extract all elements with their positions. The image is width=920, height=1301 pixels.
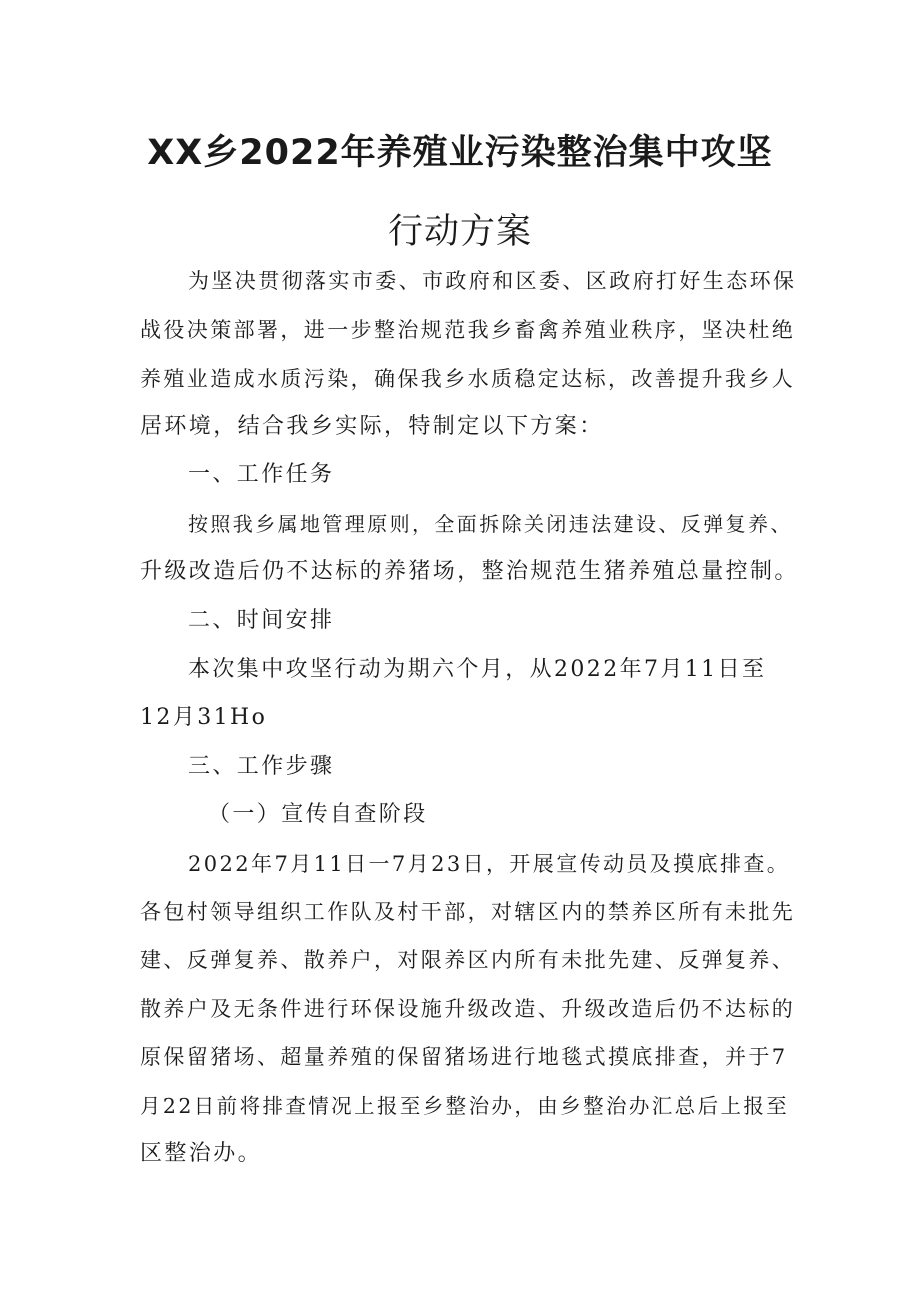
body-line: 12月31Ho xyxy=(140,705,268,730)
subsection-heading: （一）宣传自查阶段 xyxy=(208,802,428,827)
body-line: 散养户及无条件进行环保设施升级改造、升级改造后仍不达标的 xyxy=(140,997,796,1021)
body-line: 居环境，结合我乡实际，特制定以下方案： xyxy=(140,414,604,439)
body-line: 区整治办。 xyxy=(140,1141,263,1166)
body-line: 建、反弹复养、散养户，对限养区内所有未批先建、反弹复养、 xyxy=(140,948,796,972)
body-line: 养殖业造成水质污染，确保我乡水质稳定达标，改善提升我乡人 xyxy=(140,367,796,391)
body-line: 战役决策部署，进一步整治规范我乡畜禽养殖业秩序，坚决杜绝 xyxy=(140,318,796,342)
body-line: 为坚决贯彻落实市委、市政府和区委、区政府打好生态环保 xyxy=(188,269,797,293)
section-heading: 二、时间安排 xyxy=(188,608,335,633)
section-heading: 三、工作步骤 xyxy=(188,754,335,779)
body-line: 本次集中攻坚行动为期六个月，从2022年7月11日至 xyxy=(188,657,767,682)
body-line: 原保留猪场、超量养殖的保留猪场进行地毯式摸底排查，并于7 xyxy=(140,1045,788,1069)
body-line: 升级改造后仍不达标的养猪场，整治规范生猪养殖总量控制。 xyxy=(140,559,799,584)
document-title-line-1: XX乡2022年养殖业污染整治集中攻坚 xyxy=(147,133,773,173)
body-line: 各包村领导组织工作队及村干部，对辖区内的禁养区所有未批先 xyxy=(140,900,796,924)
section-heading: 一、工作任务 xyxy=(188,462,335,487)
body-line: 2022年7月11日一7月23日，开展宣传动员及摸底排查。 xyxy=(188,852,791,876)
document-title-line-2: 行动方案 xyxy=(387,212,532,252)
body-line: 按照我乡属地管理原则，全面拆除关闭违法建设、反弹复养、 xyxy=(188,512,793,536)
body-line: 月22日前将排查情况上报至乡整治办，由乡整治办汇总后上报至 xyxy=(140,1094,790,1118)
